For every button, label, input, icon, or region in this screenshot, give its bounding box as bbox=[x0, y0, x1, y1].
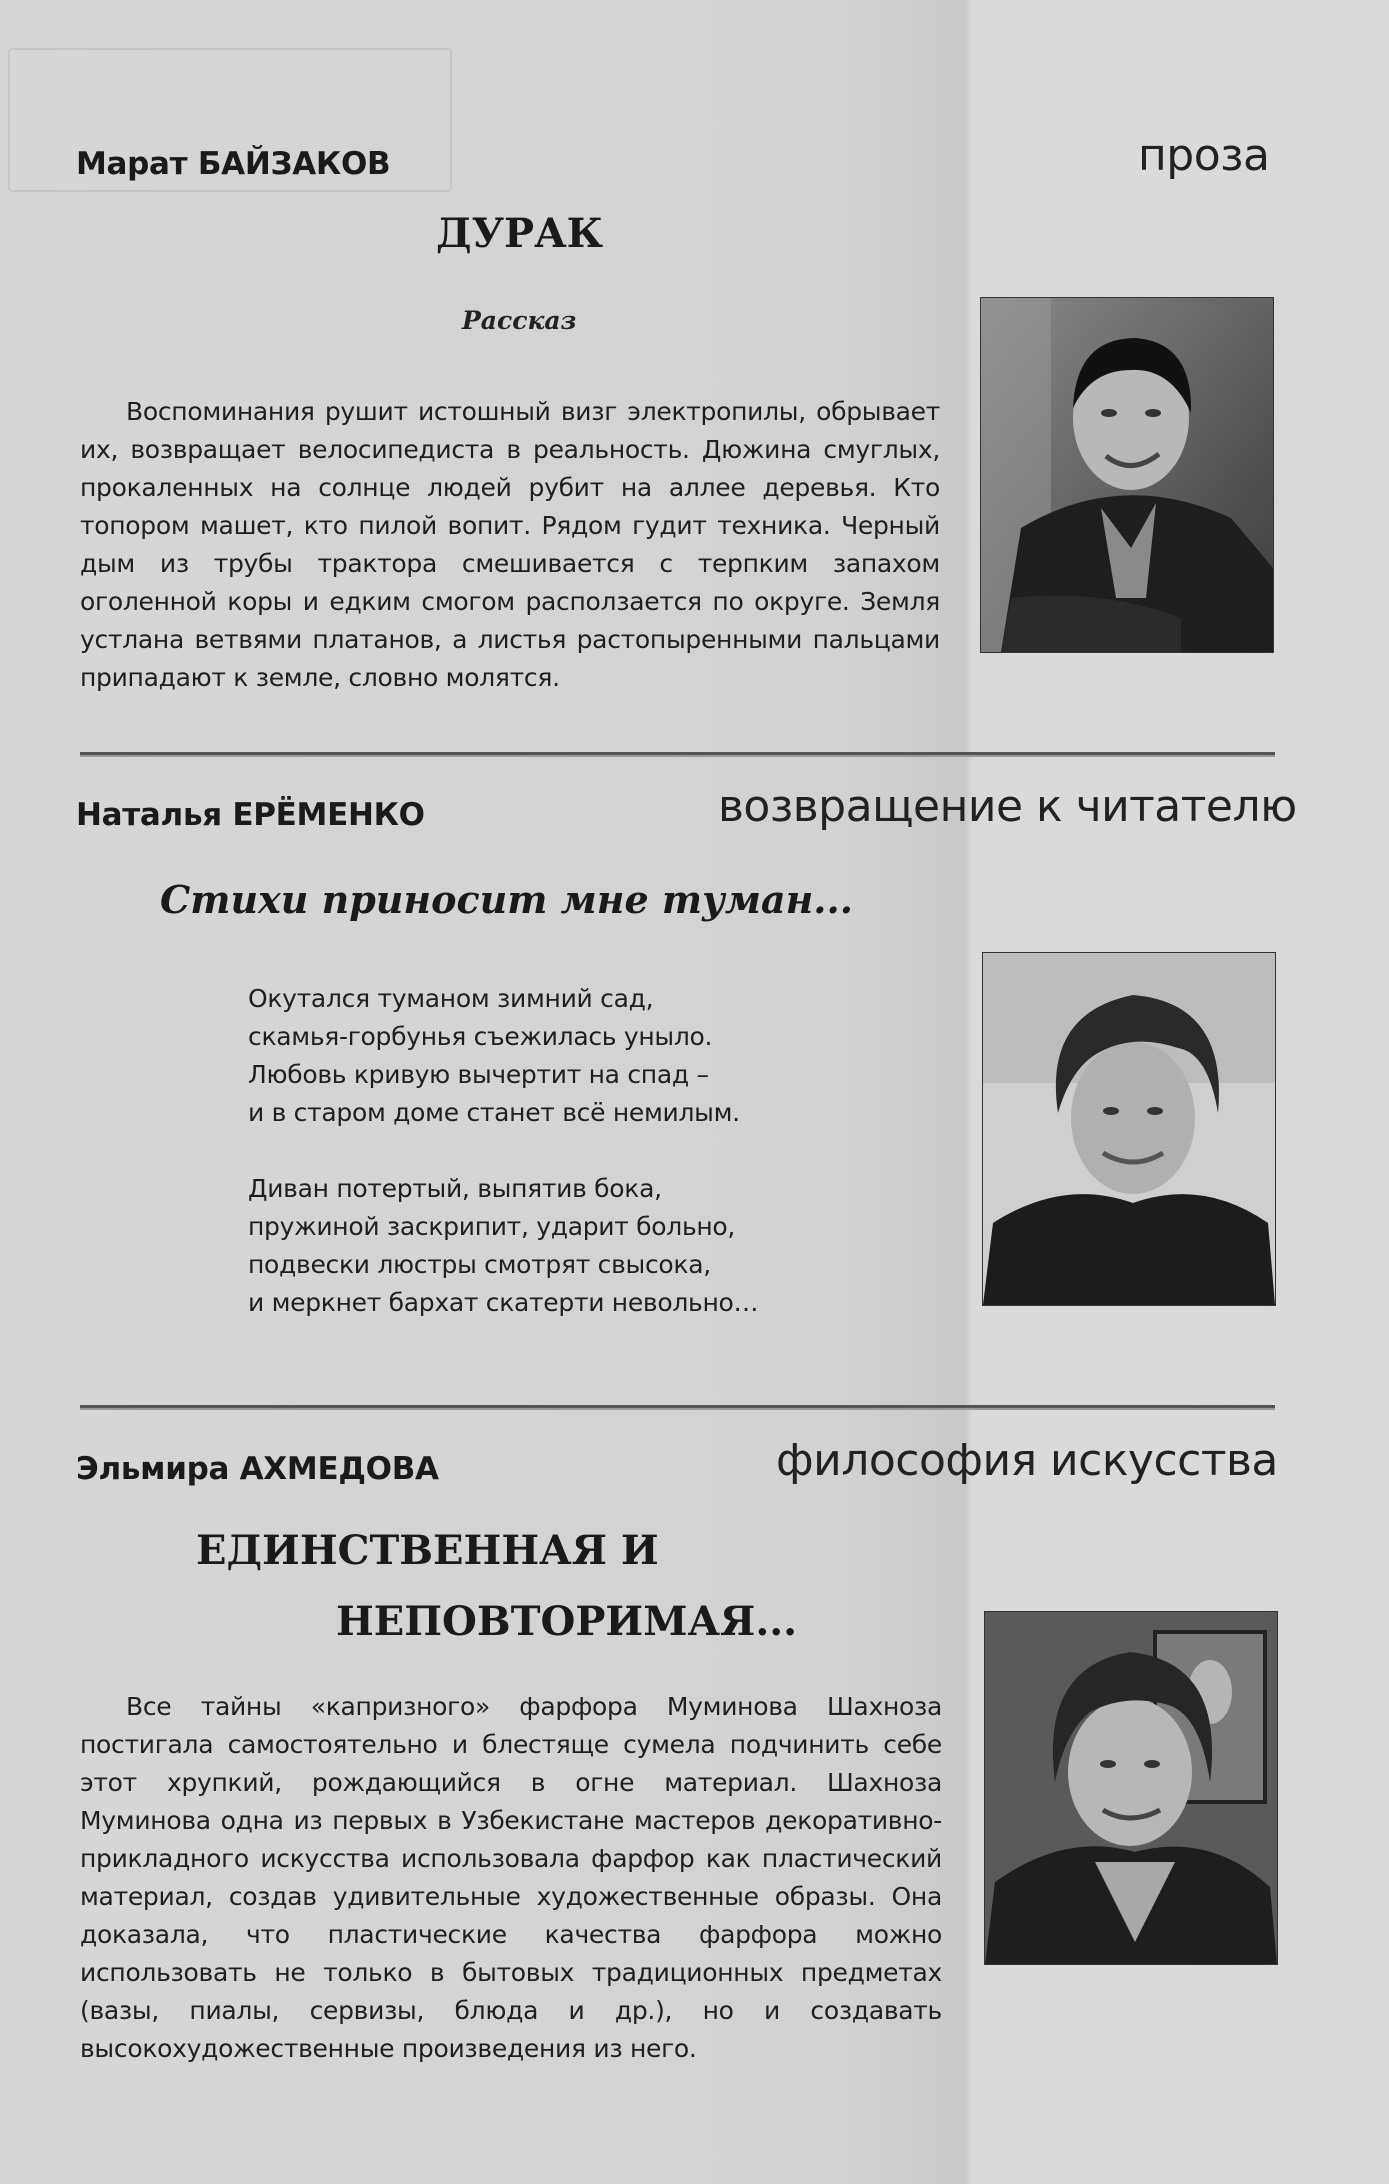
poem-line: и в старом доме станет всё немилым. bbox=[248, 1098, 740, 1127]
portrait-man-image bbox=[981, 298, 1273, 652]
article-title-line1: ЕДИНСТВЕННАЯ И bbox=[196, 1527, 659, 1574]
poem-line: скамья-горбунья съежилась уныло. bbox=[248, 1022, 713, 1051]
author-name: Наталья ЕРЁМЕНКО bbox=[76, 797, 425, 833]
section-rubric: возвращение к читателю bbox=[718, 781, 1297, 832]
article-subtitle: Рассказ bbox=[462, 306, 577, 335]
poem-title: Стихи приносит мне туман... bbox=[160, 877, 853, 922]
author-name: Эльмира АХМЕДОВА bbox=[76, 1451, 439, 1487]
portrait-woman-image bbox=[983, 953, 1275, 1305]
poem-line: подвески люстры смотрят свысока, bbox=[248, 1250, 711, 1279]
article-excerpt: Все тайны «капризного» фарфора Муминова Шахноза постигала самостоятельно и блестяще сумела подчинить себе этот хрупкий, рождающийся в огне материал. Шахноза Муминова одна из первых в Узбекистане мастеров декоративно-прикладного искусства использовала фарфор как пластический материал, создав удивительные художественные образы. Она доказала, что пластические качества фарфора можно использовать не только в бытовых традиционных предметах (вазы, пиалы, сервизы, блюда и др.), но и создавать высокохудожественные произведения из него. bbox=[80, 1692, 942, 2063]
author-photo bbox=[980, 297, 1274, 653]
portrait-woman-painting-image bbox=[985, 1612, 1277, 1964]
poem-line: Диван потертый, выпятив бока, bbox=[248, 1174, 662, 1203]
poem-stanza bbox=[248, 1170, 888, 1322]
poem-line: пружиной заскрипит, ударит больно, bbox=[248, 1212, 736, 1241]
section-divider bbox=[80, 752, 1275, 757]
author-photo bbox=[982, 952, 1276, 1306]
poem-line: Любовь кривую вычертит на спад – bbox=[248, 1060, 709, 1089]
section-rubric: философия искусства bbox=[776, 1435, 1278, 1486]
poem-body bbox=[248, 980, 888, 1360]
author-name: Марат БАЙЗАКОВ bbox=[76, 146, 391, 182]
poem-line: и меркнет бархат скатерти невольно… bbox=[248, 1288, 759, 1317]
author-photo bbox=[984, 1611, 1278, 1965]
article-title: ДУРАК bbox=[436, 210, 604, 257]
section-rubric: проза bbox=[1138, 130, 1270, 181]
poem-stanza bbox=[248, 980, 888, 1132]
poem-line: Окутался туманом зимний сад, bbox=[248, 984, 654, 1013]
article-excerpt: Воспоминания рушит истошный визг электропилы, обрывает их, возвращает велосипедиста в реальность. Дюжина смуглых, прокаленных на солнце людей рубит на аллее деревья. Кто топором машет, кто пилой вопит. Рядом гудит техника. Черный дым из трубы трактора смешивается с терпким запахом оголенной коры и едким смогом расползается по округе. Земля устлана ветвями платанов, а листья растопыренными пальцами припадают к земле, словно молятся. bbox=[80, 397, 940, 692]
article-title-line2: НЕПОВТОРИМАЯ... bbox=[336, 1598, 798, 1645]
section-divider bbox=[80, 1405, 1275, 1410]
